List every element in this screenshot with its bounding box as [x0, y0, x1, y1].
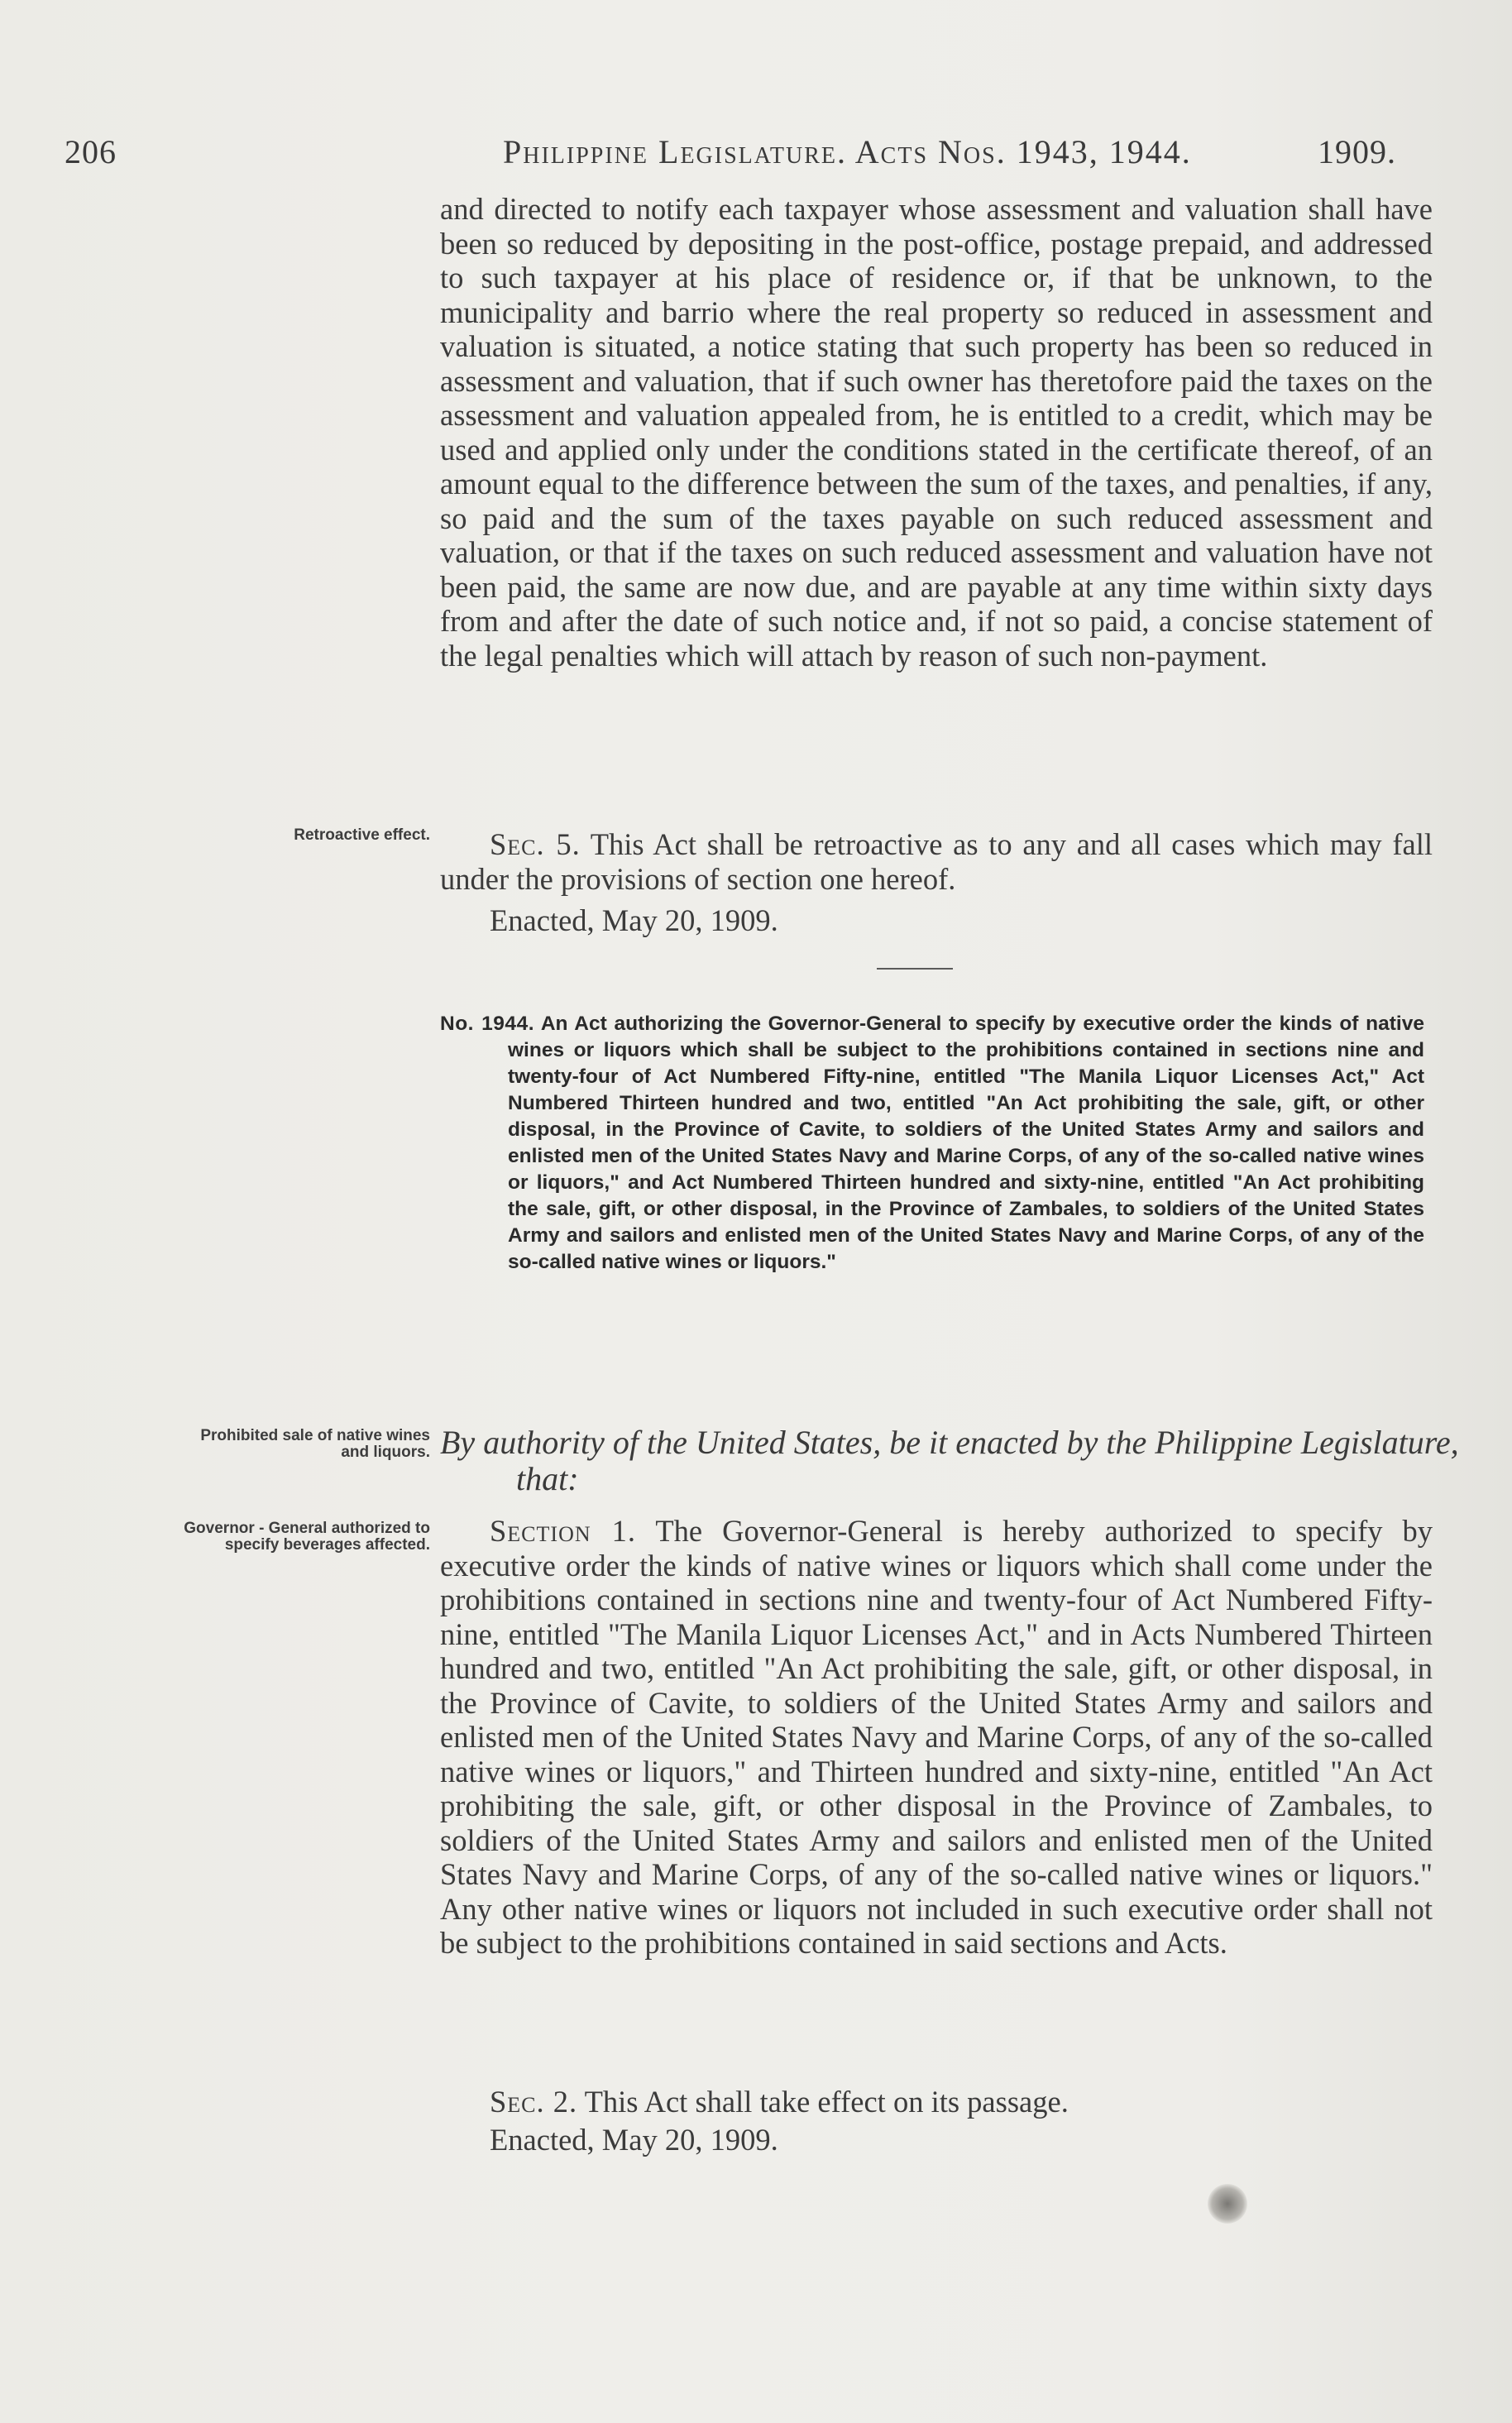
section-5-text: This Act shall be retroactive as to any and all cases which may fall under the provisions of section one hereof. [440, 827, 1433, 896]
section-1 [440, 1514, 1433, 1961]
section-1-label: Section 1. [490, 1514, 637, 1548]
page-header [65, 132, 1396, 182]
sidenote-prohibited-sale: Prohibited sale of native wines and liquors. [200, 1427, 430, 1461]
enacted-date-1943: Enacted, May 20, 1909. [490, 903, 778, 937]
ink-smudge [1208, 2184, 1247, 2224]
act-number: No. 1944. [440, 1013, 534, 1035]
section-2-label: Sec. 2. [490, 2085, 578, 2119]
section-divider [877, 968, 953, 970]
section-5-label: Sec. 5. [490, 827, 581, 861]
act-1944-heading [440, 1011, 1424, 1276]
section-2-text: This Act shall take effect on its passage. [584, 2085, 1069, 2119]
act-title: An Act authorizing the Governor-General to specify by executive order the kinds of native wines or liquors which shall be subject to the prohibitions contained in sections nine and twenty-four of Act Numbered Fifty-nine, entitled "The Manila Liquor Licenses Act," Act Numbered Thirteen hundred and two, entitled "An Act prohibiting the sale, gift, or other disposal, in the Province of Cavite, to soldiers of the United States Army and sailors and enlisted men of the United States Navy and Marine Corps, of any of the so-called native wines or liquors," and Act Numbered Thirteen hundred and sixty-nine, entitled "An Act prohibiting the sale, gift, or other disposal, in the Province of Zambales, to soldiers of the United States Army and sailors and enlisted men of the United States Navy and Marine Corps, of any of the so-called native wines or liquors." [508, 1013, 1424, 1273]
page-number: 206 [65, 133, 117, 170]
sidenote-retroactive: Retroactive effect. [294, 826, 430, 844]
header-year: 1909. [1318, 133, 1396, 170]
section-2 [440, 2085, 1433, 2119]
section-5 [440, 827, 1433, 896]
section-1-text: The Governor-General is hereby authorized to specify by executive order the kinds of native wines or liquors which shall come under the prohibitions contained in sections nine and twenty-four of Act Numbered Fifty-nine, entitled "The Manila Liquor Licenses Act," and in Acts Numbered Thirteen hundred and two, entitled "An Act prohibiting the sale, gift, or other disposal, in the Province of Cavite, to soldiers of the United States Army and sailors and enlisted men of the United States Navy and Marine Corps, of any of the so-called native wines or liquors," and Thirteen hundred and sixty-nine, entitled "An Act prohibiting the sale, gift, or other disposal in the Province of Zambales, to soldiers of the United States Army and sailors and enlisted men of the United States Navy and Marine Corps, of any of the so-called native wines or liquors." Any other native wines or liquors not included in such executive order shall not be subject to the prohibitions contained in said sections and Acts. [440, 1514, 1433, 1960]
sidenote-governor-general: Governor - General authorized to specify beverages affected. [184, 1520, 430, 1554]
act-1944-title-block [440, 1011, 1424, 1276]
running-title: Philippine Legislature. Acts Nos. 1943, 1944. [503, 133, 1192, 170]
enacted-date-1944: Enacted, May 20, 1909. [490, 2123, 778, 2157]
enacting-clause: By authority of the United States, be it enacted by the Philippine Legislature, that: [440, 1424, 1459, 1497]
continuation-paragraph: and directed to notify each taxpayer whose assessment and valuation shall have been so reduced by depositing in the post-office, postage prepaid, and addressed to such taxpayer at his place of residence or, if that be unknown, to the municipality and barrio where the real property so reduced in assessment and valuation is situated, a notice stating that such property has been so reduced in assessment and valuation, that if such owner has theretofore paid the taxes on the assessment and valuation appealed from, he is entitled to a credit, which may be used and applied only under the conditions stated in the certificate thereof, of an amount equal to the difference between the sum of the taxes, and penalties, if any, so paid and the sum of the taxes payable on such reduced assessment and valuation, or that if the taxes on such reduced assessment and valuation have not been paid, the same are now due, and are payable at any time within sixty days from and after the date of such notice and, if not so paid, a concise statement of the legal penalties which will attach by reason of such non-payment. [440, 192, 1433, 673]
